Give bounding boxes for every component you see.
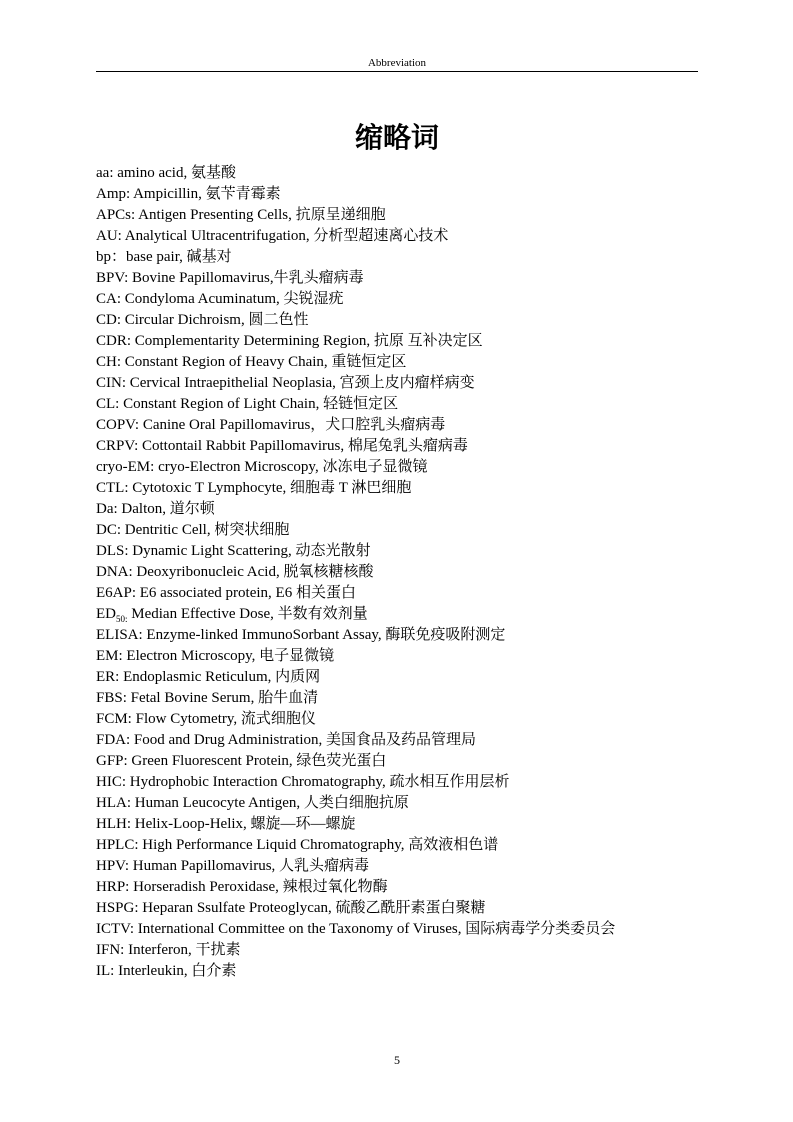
abbreviation-entry-ca: CA: Condyloma Acuminatum, 尖锐湿疣 [96,291,344,307]
abbreviation-entry-em: EM: Electron Microscopy, 电子显微镜 [96,648,335,664]
abbreviation-entry-cryo-em: cryo-EM: cryo-Electron Microscopy, 冰冻电子显微镜 [96,459,428,475]
abbreviation-entry-crpv: CRPV: Cottontail Rabbit Papillomavirus, 棉尾兔乳头瘤病毒 [96,438,468,454]
abbreviation-entry-dc: DC: Dentritic Cell, 树突状细胞 [96,522,290,538]
abbreviation-entry-ctl: CTL: Cytotoxic T Lymphocyte, 细胞毒 T 淋巴细胞 [96,480,412,496]
abbreviation-entry-apcs: APCs: Antigen Presenting Cells, 抗原呈递细胞 [96,207,386,223]
abbreviation-entry-cdr: CDR: Complementarity Determining Region, 抗原 互补决定区 [96,333,483,349]
abbreviation-entry-aa: aa: amino acid, 氨基酸 [96,165,236,181]
abbreviation-list [96,163,716,982]
abbreviation-entry-gfp: GFP: Green Fluorescent Protein, 绿色荧光蛋白 [96,753,387,769]
abbreviation-entry-il: IL: Interleukin, 白介素 [96,963,237,979]
abbreviation-entry-ictv: ICTV: International Committee on the Taxonomy of Viruses, 国际病毒学分类委员会 [96,921,616,937]
abbreviation-entry-ch: CH: Constant Region of Heavy Chain, 重链恒定区 [96,354,407,370]
abbreviation-entry-cl: CL: Constant Region of Light Chain, 轻链恒定区 [96,396,399,412]
abbreviation-entry-hrp: HRP: Horseradish Peroxidase, 辣根过氧化物酶 [96,879,388,895]
abbreviation-entry-da: Da: Dalton, 道尔顿 [96,501,215,517]
abbreviation-entry-cin: CIN: Cervical Intraepithelial Neoplasia, 宫颈上皮内瘤样病变 [96,375,475,391]
abbreviation-entry-hic: HIC: Hydrophobic Interaction Chromatography, 疏水相互作用层析 [96,774,510,790]
abbreviation-entry-hspg: HSPG: Heparan Ssulfate Proteoglycan, 硫酸乙酰肝素蛋白聚糖 [96,900,486,916]
abbreviation-entry-amp: Amp: Ampicillin, 氨苄青霉素 [96,186,281,202]
header-divider [96,71,698,72]
abbreviation-entry-ed50 [96,604,716,625]
abbreviation-entry-copv: COPV: Canine Oral Papillomavirus，犬口腔乳头瘤病毒 [96,417,446,433]
page-title: 缩略词 [354,123,439,154]
page-number: 5 [394,1053,400,1067]
ed50-prefix: ED [96,606,116,622]
abbreviation-entry-bpv: BPV: Bovine Papillomavirus,牛乳头瘤病毒 [96,270,364,286]
ed50-definition: Median Effective Dose, 半数有效剂量 [127,606,368,622]
abbreviation-entry-cd: CD: Circular Dichroism, 圆二色性 [96,312,309,328]
abbreviation-entry-fda: FDA: Food and Drug Administration, 美国食品及药品管理局 [96,732,477,748]
abbreviation-entry-e6ap: E6AP: E6 associated protein, E6 相关蛋白 [96,585,356,601]
abbreviation-entry-ifn: IFN: Interferon, 干扰素 [96,942,241,958]
abbreviation-entry-er: ER: Endoplasmic Reticulum, 内质网 [96,669,321,685]
ed50-subscript: 50: [116,614,128,624]
abbreviation-entry-fcm: FCM: Flow Cytometry, 流式细胞仪 [96,711,316,727]
abbreviation-entry-au: AU: Analytical Ultracentrifugation, 分析型超速离心技术 [96,228,449,244]
abbreviation-entry-bp: bp：base pair, 碱基对 [96,249,232,265]
abbreviation-entry-hla: HLA: Human Leucocyte Antigen, 人类白细胞抗原 [96,795,409,811]
running-header: Abbreviation [367,57,427,69]
abbreviation-entry-hplc: HPLC: High Performance Liquid Chromatography, 高效液相色谱 [96,837,499,853]
abbreviation-entry-dna: DNA: Deoxyribonucleic Acid, 脱氧核糖核酸 [96,564,374,580]
abbreviation-entry-dls: DLS: Dynamic Light Scattering, 动态光散射 [96,543,371,559]
abbreviation-entry-fbs: FBS: Fetal Bovine Serum, 胎牛血清 [96,690,319,706]
abbreviation-entry-hpv: HPV: Human Papillomavirus, 人乳头瘤病毒 [96,858,370,874]
abbreviation-entry-elisa: ELISA: Enzyme-linked ImmunoSorbant Assay, 酶联免疫吸附测定 [96,627,506,643]
abbreviation-entry-hlh: HLH: Helix-Loop-Helix, 螺旋—环—螺旋 [96,816,356,832]
